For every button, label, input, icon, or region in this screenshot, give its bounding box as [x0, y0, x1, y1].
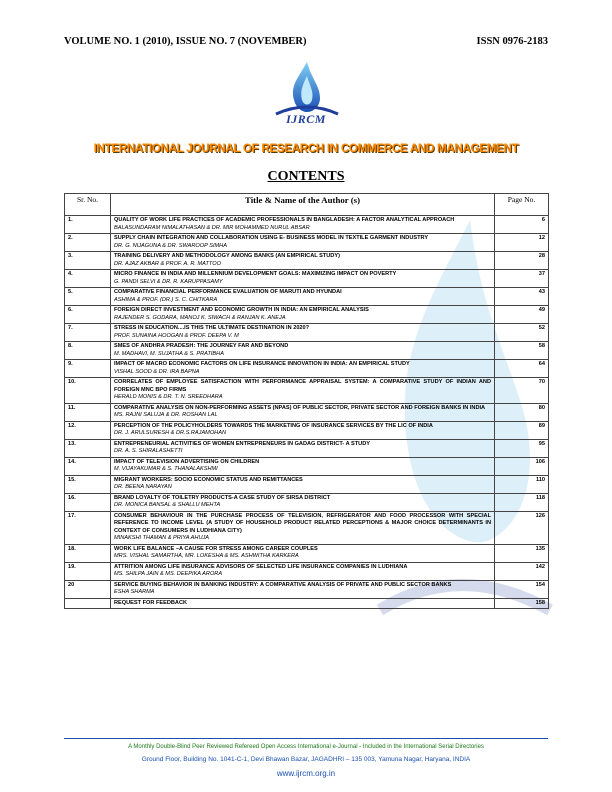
table-row — [65, 493, 549, 511]
title-cell — [111, 544, 495, 562]
logo-text: IJRCM — [286, 112, 326, 126]
sr-no-cell: 16. — [65, 493, 111, 511]
article-authors: MS. RAJNI SALUJA & DR. ROSHAN LAL — [114, 412, 218, 418]
article-title: REQUEST FOR FEEDBACK — [114, 599, 188, 606]
title-cell — [111, 234, 495, 252]
title-cell — [111, 511, 495, 544]
page-no-cell: 154 — [495, 580, 549, 598]
page-no-cell: 28 — [495, 252, 549, 270]
footer-rule — [64, 738, 548, 739]
article-title: CONSUMER BEHAVIOUR IN THE PURCHASE PROCESS OF TELEVISION, REFRIGERATOR AND FOOD PROCESSOR WITH SPECIAL REFERENCE TO INCOME LEVEL (A STUDY OF HOUSEHOLD PRODUCT RELATED PERCEPTIONS & MAJOR CHOICE DETERMINANTS IN CONTEXT OF CONSUMERS IN LUDHIANA CITY) — [114, 512, 491, 534]
contents-heading: CONTENTS — [267, 169, 345, 184]
page-no-cell: 37 — [495, 270, 549, 288]
sr-no-cell: 5. — [65, 288, 111, 306]
sr-no-cell — [65, 598, 111, 609]
issn-text: ISSN 0976-2183 — [476, 36, 548, 47]
article-authors: G. PANDI SELVI & DR. R. KARUPPASAMY — [114, 278, 223, 285]
page-no-cell: 106 — [495, 457, 549, 475]
table-row — [65, 403, 549, 421]
article-title: IMPACT OF TELEVISION ADVERTISING ON CHILDREN — [114, 458, 260, 465]
article-authors: ASHIMA & PROF. (DR.) S. C. CHITKARA — [114, 296, 218, 303]
table-header-row — [65, 194, 549, 216]
sr-no-cell: 11. — [65, 403, 111, 421]
table-row — [65, 439, 549, 457]
footer-address: Ground Floor, Building No. 1041-C-1, Devi Bhawan Bazar, JAGADHRI – 135 003, Yamuna Nagar, Haryana, INDIA — [141, 756, 471, 763]
article-authors: MS. SHILPA JAIN & MS. DEEPIKA ARORA — [114, 571, 223, 577]
page-no-cell: 118 — [495, 493, 549, 511]
table-row — [65, 324, 549, 342]
sr-no-cell: 17. — [65, 511, 111, 544]
page-no-cell: 64 — [495, 360, 549, 378]
table-row — [65, 216, 549, 234]
article-title: TRAINING DELIVERY AND METHODOLOGY AMONG BANKS (AN EMPIRICAL STUDY) — [114, 253, 340, 259]
title-cell — [111, 580, 495, 598]
title-cell — [111, 288, 495, 306]
page-header — [64, 36, 548, 47]
article-authors: MRS. VISHAL SAMARTHA, MR. LOKESHA & MS. ASHWITHA KARKERA — [114, 553, 299, 559]
article-title: WORK LIFE BALANCE –A CAUSE FOR STRESS AMONG CAREER COUPLES — [114, 545, 318, 552]
title-cell — [111, 252, 495, 270]
article-title: STRESS IN EDUCATION....IS THIS THE ULTIMATE DESTINATION IN 2020? — [114, 325, 310, 331]
volume-issue-text: VOLUME NO. 1 (2010), ISSUE NO. 7 (NOVEMBER) — [64, 36, 307, 47]
title-cell — [111, 342, 495, 360]
table-row — [65, 421, 549, 439]
page-no-cell: 158 — [495, 598, 549, 609]
page-no-cell: 12 — [495, 234, 549, 252]
title-cell — [111, 216, 495, 234]
article-title: COMPARATIVE ANALYSIS ON NON-PERFORMING ASSETS (NPAS) OF PUBLIC SECTOR, PRIVATE SECTOR AND FOREIGN BANKS IN INDIA — [114, 404, 486, 411]
table-row — [65, 544, 549, 562]
title-cell — [111, 360, 495, 378]
article-authors: DR. BEENA NARAYAN — [114, 484, 172, 490]
sr-no-cell: 14. — [65, 457, 111, 475]
article-authors: M. VIJAYAKUMAR & S. THANALAKSHMI — [114, 466, 218, 472]
page-no-cell: 142 — [495, 562, 549, 580]
page-no-header: Page No. — [495, 194, 549, 216]
article-title: MIGRANT WORKERS: SOCIO ECONOMIC STATUS AND REMITTANCES — [114, 476, 303, 483]
sr-no-cell: 1. — [65, 216, 111, 234]
sr-no-cell: 13. — [65, 439, 111, 457]
article-authors: DR. AJAZ AKBAR & PROF. A. R. MATTOO — [114, 260, 221, 267]
page-no-cell: 58 — [495, 342, 549, 360]
journal-title: INTERNATIONAL JOURNAL OF RESEARCH IN COMMERCE AND MANAGEMENT — [93, 142, 519, 155]
article-authors: HERALD MONIS & DR. T. N. SREEDHARA — [114, 394, 223, 400]
title-cell — [111, 403, 495, 421]
article-title: FOREIGN DIRECT INVESTMENT AND ECONOMIC GROWTH IN INDIA: AN EMPIRICAL ANALYSIS — [114, 307, 369, 313]
article-title: ATTRITION AMONG LIFE INSURANCE ADVISORS OF SELECTED LIFE INSURANCE COMPANIES IN LUDHIANA — [114, 563, 408, 570]
article-title: SMES OF ANDHRA PRADESH: THE JOURNEY FAR AND BEYOND — [114, 343, 289, 349]
page-no-cell: 126 — [495, 511, 549, 544]
table-row — [65, 457, 549, 475]
article-authors: VISHAL SOOD & DR. IRA BAPNA — [114, 368, 200, 375]
sr-no-cell: 7. — [65, 324, 111, 342]
title-cell — [111, 306, 495, 324]
title-cell — [111, 562, 495, 580]
page-no-cell: 52 — [495, 324, 549, 342]
table-row — [65, 252, 549, 270]
article-title: ENTREPRENEURIAL ACTIVITIES OF WOMEN ENTREPRENEURS IN GADAG DISTRICT- A STUDY — [114, 440, 370, 447]
sr-no-cell: 18. — [65, 544, 111, 562]
article-title: SERVICE BUYING BEHAVIOR IN BANKING INDUSTRY: A COMPARATIVE ANALYSIS OF PRIVATE AND PUBLIC SECTOR BANKS — [114, 581, 452, 588]
title-cell — [111, 270, 495, 288]
table-row — [65, 306, 549, 324]
page-no-cell: 6 — [495, 216, 549, 234]
page-no-cell: 43 — [495, 288, 549, 306]
article-authors: DR. J. ARULSURESH & DR.S.RAJAMOHAN — [114, 430, 226, 436]
sr-no-cell: 15. — [65, 475, 111, 493]
footer-url-link[interactable]: www.ijrcm.org.in — [276, 769, 336, 778]
page-no-cell: 80 — [495, 403, 549, 421]
title-cell — [111, 457, 495, 475]
table-row — [65, 342, 549, 360]
footer-description: A Monthly Double-Blind Peer Reviewed Refereed Open Access International e-Journal - Included in the International Serial Directories — [128, 744, 484, 750]
sr-no-cell: 8. — [65, 342, 111, 360]
article-title: COMPARATIVE FINANCIAL PERFORMANCE EVALUATION OF MARUTI AND HYUNDAI — [114, 289, 342, 295]
article-authors: DR. MONICA BANSAL & SHALLU MEHTA — [114, 502, 221, 508]
sr-no-cell: 4. — [65, 270, 111, 288]
article-title: QUALITY OF WORK LIFE PRACTICES OF ACADEMIC PROFESSIONALS IN BANGLADESH: A FACTOR ANALYTICAL APPROACH — [114, 217, 455, 223]
table-row — [65, 580, 549, 598]
page-no-cell: 70 — [495, 378, 549, 404]
article-authors: MINAKSHI THAMAN & PRIYA AHUJA — [114, 535, 210, 541]
sr-no-cell: 10. — [65, 378, 111, 404]
sr-no-cell: 20 — [65, 580, 111, 598]
title-cell — [111, 324, 495, 342]
sr-no-cell: 12. — [65, 421, 111, 439]
sr-no-cell: 2. — [65, 234, 111, 252]
sr-no-cell: 19. — [65, 562, 111, 580]
page-no-cell: 110 — [495, 475, 549, 493]
page-no-cell: 135 — [495, 544, 549, 562]
sr-no-cell: 3. — [65, 252, 111, 270]
page-no-cell: 89 — [495, 421, 549, 439]
table-row — [65, 475, 549, 493]
table-row — [65, 378, 549, 404]
table-row — [65, 288, 549, 306]
title-cell — [111, 598, 495, 609]
sr-no-cell: 6. — [65, 306, 111, 324]
article-title: IMPACT OF MACRO ECONOMIC FACTORS ON LIFE INSURANCE INNOVATION IN INDIA: AN EMPIRICAL STUDY — [114, 361, 410, 367]
table-row — [65, 511, 549, 544]
article-title: MICRO FINANCE IN INDIA AND MILLENNIUM DEVELOPMENT GOALS: MAXIMIZING IMPACT ON POVERTY — [114, 271, 397, 277]
page-no-cell: 49 — [495, 306, 549, 324]
article-title: PERCEPTION OF THE POLICYHOLDERS TOWARDS THE MARKETING OF INSURANCE SERVICES BY THE LIC OF INDIA — [114, 422, 433, 429]
title-cell — [111, 378, 495, 404]
title-cell — [111, 493, 495, 511]
title-cell — [111, 475, 495, 493]
article-title: BRAND LOYALTY OF TOILETRY PRODUCTS-A CASE STUDY OF SIRSA DISTRICT — [114, 494, 331, 501]
table-row — [65, 234, 549, 252]
article-authors: M. MADHAVI, M. SUJATHA & S. PRATIBHA — [114, 350, 224, 357]
table-row — [65, 562, 549, 580]
table-row — [65, 270, 549, 288]
sr-no-header: Sr. No. — [65, 194, 111, 216]
table-row — [65, 360, 549, 378]
title-cell — [111, 421, 495, 439]
article-authors: BALASUNDARAM NIMALATHASAN & DR. MIR MOHAMMED NURUL ABSAR — [114, 224, 310, 231]
title-header: Title & Name of the Author (s) — [111, 194, 495, 216]
article-authors: DR. G. NIJAGUNA & DR. SWAROOP SIMHA — [114, 242, 227, 249]
title-cell — [111, 439, 495, 457]
article-title: SUPPLY CHAIN INTEGRATION AND COLLABORATION USING E- BUSINESS MODEL IN TEXTILE GARMENT INDUSTRY — [114, 235, 429, 241]
table-row — [65, 598, 549, 609]
article-title: CORRELATES OF EMPLOYEE SATISFACTION WITH PERFORMANCE APPRAISAL SYSTEM: A COMPARATIVE STUDY OF INDIAN AND FOREIGN MNC BPO FIRMS — [114, 379, 491, 393]
article-authors: RAJENDER S. GODARA, MANOJ K. SIWACH & RANJAN K. ANEJA — [114, 314, 286, 321]
article-authors: DR. A. S. SHIRALASHETTI — [114, 448, 183, 454]
page-no-cell: 95 — [495, 439, 549, 457]
article-authors: ESHA SHARMA — [114, 589, 155, 595]
article-authors: PROF. SUNAINA HOOGAN & PROF. DEEPA V. M — [114, 332, 239, 339]
sr-no-cell: 9. — [65, 360, 111, 378]
contents-table — [64, 193, 549, 609]
